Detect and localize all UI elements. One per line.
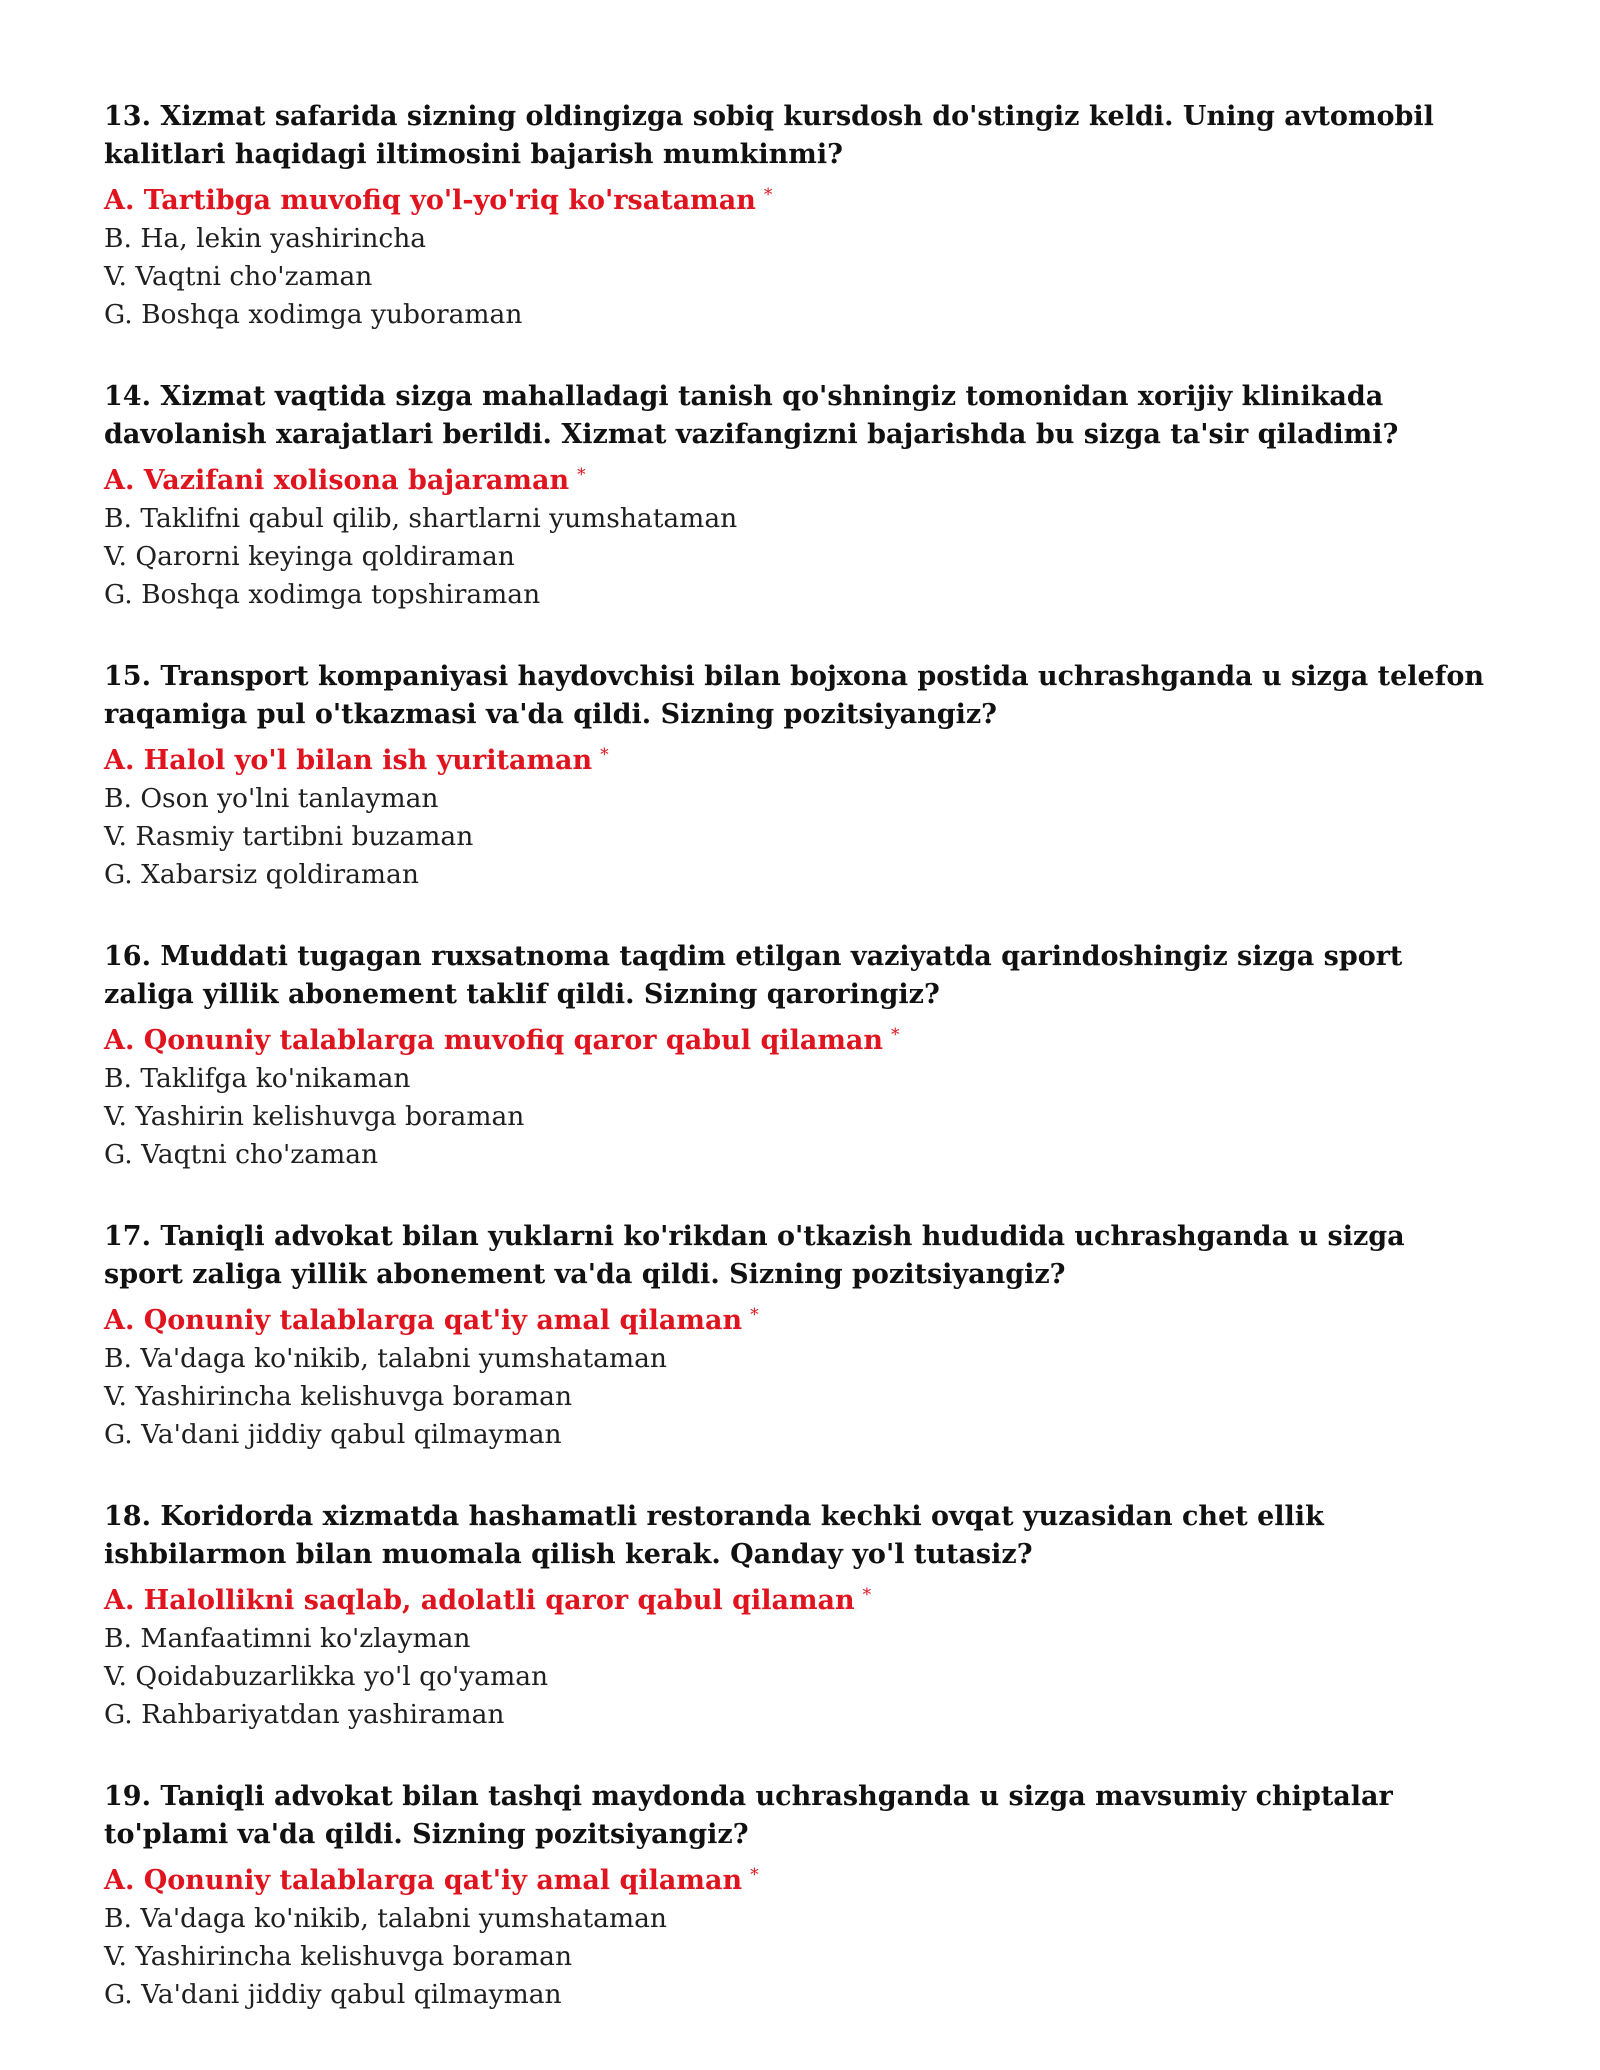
correct-answer	[104, 1296, 1490, 1340]
answer-option: V. Qoidabuzarlikka yo'l qo'yaman	[104, 1661, 549, 1692]
answer-option: B. Taklifni qabul qilib, shartlarni yumshataman	[104, 503, 738, 534]
answer-option: V. Rasmiy tartibni buzaman	[104, 821, 474, 852]
answer-option: V. Yashirincha kelishuvga boraman	[104, 1941, 573, 1972]
answer-option: G. Va'dani jiddiy qabul qilmayman	[104, 1419, 562, 1450]
question-block-18	[104, 1498, 1490, 1734]
question-text: 18. Koridorda xizmatda hashamatli restoranda kechki ovqat yuzasidan chet ellik ishbilarmon bilan muomala qilish kerak. Qanday yo'l tutasiz?	[104, 1501, 1324, 1570]
question-block-13	[104, 98, 1490, 334]
answer-option: B. Taklifga ko'nikaman	[104, 1063, 411, 1094]
correct-answer	[104, 1856, 1490, 1900]
answer-label: A. Halollikni saqlab, adolatli qaror qabul qilaman	[104, 1585, 855, 1616]
answer-option: V. Yashirincha kelishuvga boraman	[104, 1381, 573, 1412]
correct-marker: *	[600, 745, 609, 765]
answer-label: A. Vazifani xolisona bajaraman	[104, 465, 570, 496]
answer-option: G. Vaqtni cho'zaman	[104, 1139, 379, 1170]
answer-option: G. Va'dani jiddiy qabul qilmayman	[104, 1979, 562, 2010]
question-text: 15. Transport kompaniyasi haydovchisi bilan bojxona postida uchrashganda u sizga telefon raqamiga pul o'tkazmasi va'da qildi. Sizning pozitsiyangiz?	[104, 661, 1484, 730]
question-text: 19. Taniqli advokat bilan tashqi maydonda uchrashganda u sizga mavsumiy chiptalar to'plami va'da qildi. Sizning pozitsiyangiz?	[104, 1781, 1393, 1850]
answer-label: A. Qonuniy talablarga qat'iy amal qilaman	[104, 1305, 743, 1336]
answer-option: B. Manfaatimni ko'zlayman	[104, 1623, 471, 1654]
answer-label: A. Halol yo'l bilan ish yuritaman	[104, 745, 593, 776]
correct-answer	[104, 176, 1490, 220]
correct-marker: *	[750, 1865, 759, 1885]
correct-answer	[104, 736, 1490, 780]
answer-option: V. Yashirin kelishuvga boraman	[104, 1101, 525, 1132]
correct-marker: *	[862, 1585, 872, 1605]
answer-label: A. Qonuniy talablarga muvofiq qaror qabul qilaman	[104, 1025, 884, 1056]
answer-option: B. Ha, lekin yashirincha	[104, 223, 427, 254]
correct-marker: *	[577, 465, 586, 485]
answer-option: V. Vaqtni cho'zaman	[104, 261, 373, 292]
answer-option: B. Va'daga ko'nikib, talabni yumshataman	[104, 1903, 667, 1934]
question-text: 16. Muddati tugagan ruxsatnoma taqdim etilgan vaziyatda qarindoshingiz sizga sport zaliga yillik abonement taklif qildi. Sizning qaroringiz?	[104, 941, 1403, 1010]
correct-answer	[104, 456, 1490, 500]
question-block-17	[104, 1218, 1490, 1454]
answer-option: G. Rahbariyatdan yashiraman	[104, 1699, 505, 1730]
question-text: 14. Xizmat vaqtida sizga mahalladagi tanish qo'shningiz tomonidan xorijiy klinikada davolanish xarajatlari berildi. Xizmat vazifangizni bajarishda bu sizga ta'sir qiladimi?	[104, 381, 1399, 450]
correct-answer	[104, 1576, 1490, 1620]
question-block-15	[104, 658, 1490, 894]
answer-label: A. Tartibga muvofiq yo'l-yo'riq ko'rsataman	[104, 185, 756, 216]
correct-marker: *	[750, 1305, 759, 1325]
correct-marker: *	[763, 185, 773, 205]
answer-option: B. Va'daga ko'nikib, talabni yumshataman	[104, 1343, 667, 1374]
answer-option: G. Boshqa xodimga yuboraman	[104, 299, 523, 330]
answer-label: A. Qonuniy talablarga qat'iy amal qilaman	[104, 1865, 743, 1896]
question-block-16	[104, 938, 1490, 1174]
question-text: 13. Xizmat safarida sizning oldingizga sobiq kursdosh do'stingiz keldi. Uning avtomobil kalitlari haqidagi iltimosini bajarish mumkinmi?	[104, 101, 1434, 170]
correct-answer	[104, 1016, 1490, 1060]
answer-option: G. Xabarsiz qoldiraman	[104, 859, 419, 890]
answer-option: V. Qarorni keyinga qoldiraman	[104, 541, 515, 572]
question-text: 17. Taniqli advokat bilan yuklarni ko'rikdan o'tkazish hududida uchrashganda u sizga sport zaliga yillik abonement va'da qildi. Sizning pozitsiyangiz?	[104, 1221, 1405, 1290]
answer-option: G. Boshqa xodimga topshiraman	[104, 579, 541, 610]
correct-marker: *	[891, 1025, 900, 1045]
answer-option: B. Oson yo'lni tanlayman	[104, 783, 439, 814]
question-block-19	[104, 1778, 1490, 2014]
question-block-14	[104, 378, 1490, 614]
